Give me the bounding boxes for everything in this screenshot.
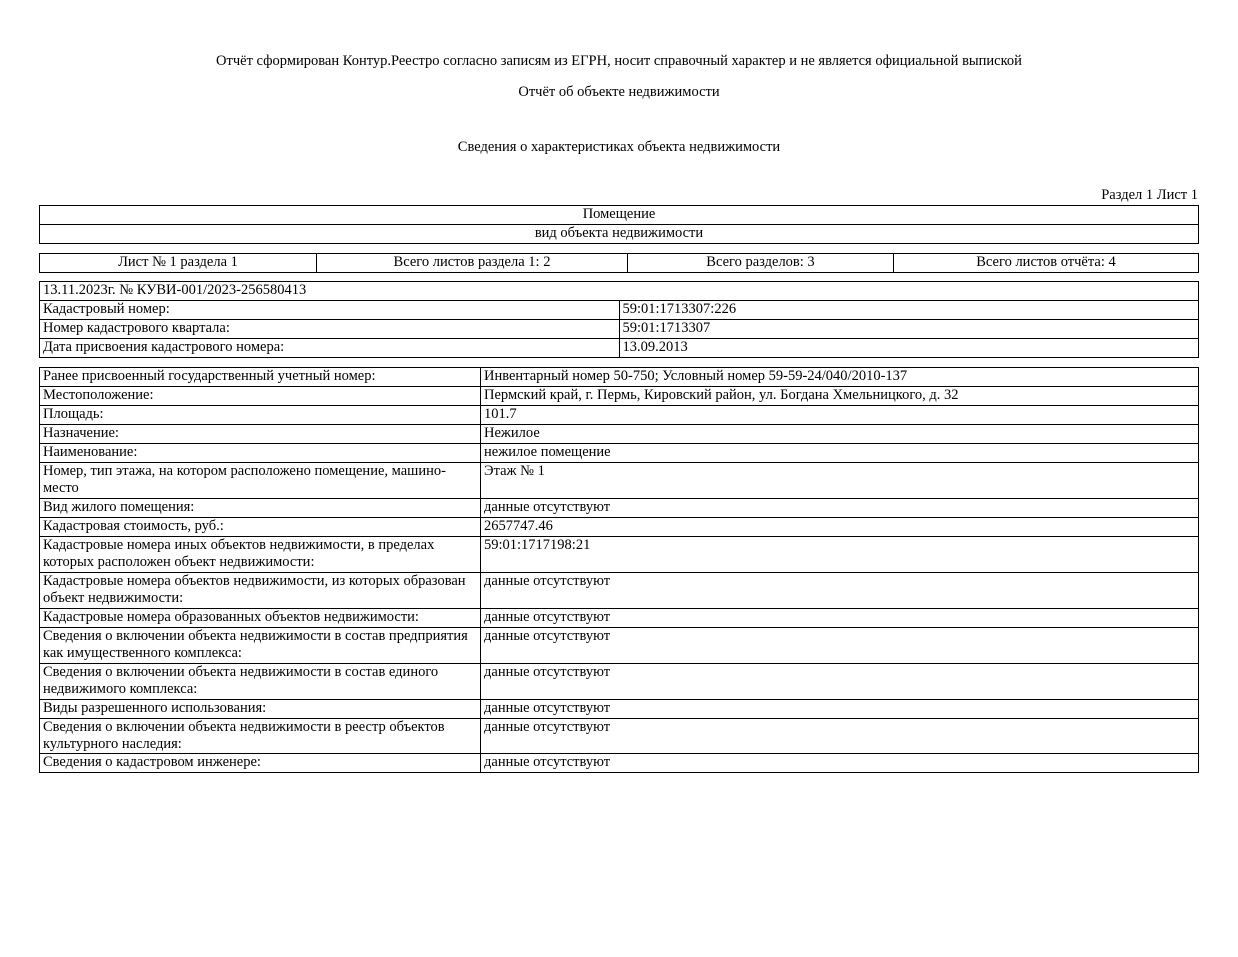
detail-label: Кадастровые номера объектов недвижимости, из которых образован объект недвижимости:	[40, 573, 481, 609]
object-type-caption: вид объекта недвижимости	[40, 225, 1199, 244]
detail-value: данные отсутствуют	[481, 664, 1199, 700]
sheet-info-table	[39, 253, 1199, 273]
detail-label: Кадастровая стоимость, руб.:	[40, 518, 481, 537]
detail-label: Назначение:	[40, 425, 481, 444]
section-sheet-label: Раздел 1 Лист 1	[1101, 187, 1198, 203]
detail-value: Этаж № 1	[481, 463, 1199, 499]
sheets-total: Всего листов отчёта: 4	[894, 254, 1199, 273]
detail-value: данные отсутствуют	[481, 719, 1199, 754]
report-disclaimer: Отчёт сформирован Контур.Реестро согласно записям из ЕГРН, носит справочный характер и не является официальной выпиской	[216, 53, 1022, 69]
detail-label: Ранее присвоенный государственный учетный номер:	[40, 368, 481, 387]
detail-label: Кадастровые номера образованных объектов недвижимости:	[40, 609, 481, 628]
detail-value: данные отсутствуют	[481, 700, 1199, 719]
table-row	[40, 499, 1199, 518]
table-row	[40, 406, 1199, 425]
sections-total: Всего разделов: 3	[628, 254, 894, 273]
detail-label: Сведения о включении объекта недвижимости в реестр объектов культурного наследия:	[40, 719, 481, 754]
detail-label: Наименование:	[40, 444, 481, 463]
detail-label: Сведения о кадастровом инженере:	[40, 754, 481, 773]
detail-value: Нежилое	[481, 425, 1199, 444]
table-row	[40, 719, 1199, 754]
document-reference: 13.11.2023г. № КУВИ-001/2023-256580413	[40, 282, 1199, 301]
table-row	[40, 609, 1199, 628]
object-type: Помещение	[40, 206, 1199, 225]
detail-value: данные отсутствуют	[481, 573, 1199, 609]
table-row	[40, 628, 1199, 664]
table-row	[40, 320, 1199, 339]
report-title: Отчёт об объекте недвижимости	[518, 84, 720, 100]
table-row	[40, 463, 1199, 499]
cadastral-quarter-value: 59:01:1713307	[619, 320, 1199, 339]
table-row	[40, 700, 1199, 719]
table-row	[40, 573, 1199, 609]
detail-label: Сведения о включении объекта недвижимости в состав предприятия как имущественного комплекса:	[40, 628, 481, 664]
detail-value: данные отсутствуют	[481, 499, 1199, 518]
table-row	[40, 537, 1199, 573]
detail-value: данные отсутствуют	[481, 754, 1199, 773]
detail-label: Площадь:	[40, 406, 481, 425]
detail-label: Виды разрешенного использования:	[40, 700, 481, 719]
cadastral-quarter-label: Номер кадастрового квартала:	[40, 320, 620, 339]
table-row	[40, 368, 1199, 387]
detail-value: Инвентарный номер 50-750; Условный номер 59-59-24/040/2010-137	[481, 368, 1199, 387]
table-row	[40, 301, 1199, 320]
table-row	[40, 518, 1199, 537]
table-row	[40, 664, 1199, 700]
assignment-date-label: Дата присвоения кадастрового номера:	[40, 339, 620, 358]
detail-label: Сведения о включении объекта недвижимости в состав единого недвижимого комплекса:	[40, 664, 481, 700]
table-row	[40, 387, 1199, 406]
detail-label: Местоположение:	[40, 387, 481, 406]
table-row	[40, 425, 1199, 444]
sheets-in-section: Всего листов раздела 1: 2	[317, 254, 628, 273]
sheet-number: Лист № 1 раздела 1	[40, 254, 317, 273]
detail-label: Кадастровые номера иных объектов недвижимости, в пределах которых расположен объект недвижимости:	[40, 537, 481, 573]
detail-value: Пермский край, г. Пермь, Кировский район, ул. Богдана Хмельницкого, д. 32	[481, 387, 1199, 406]
detail-value: данные отсутствуют	[481, 609, 1199, 628]
detail-label: Вид жилого помещения:	[40, 499, 481, 518]
object-type-table	[39, 205, 1199, 244]
detail-value: нежилое помещение	[481, 444, 1199, 463]
detail-value: 101.7	[481, 406, 1199, 425]
assignment-date-value: 13.09.2013	[619, 339, 1199, 358]
table-row	[40, 339, 1199, 358]
cadastral-number-value: 59:01:1713307:226	[619, 301, 1199, 320]
table-row	[40, 754, 1199, 773]
detail-label: Номер, тип этажа, на котором расположено помещение, машино-место	[40, 463, 481, 499]
identification-table	[39, 281, 1199, 358]
cadastral-number-label: Кадастровый номер:	[40, 301, 620, 320]
section-title: Сведения о характеристиках объекта недвижимости	[457, 139, 781, 155]
detail-value: данные отсутствуют	[481, 628, 1199, 664]
table-row	[40, 444, 1199, 463]
details-table	[39, 367, 1199, 773]
detail-value: 2657747.46	[481, 518, 1199, 537]
detail-value: 59:01:1717198:21	[481, 537, 1199, 573]
